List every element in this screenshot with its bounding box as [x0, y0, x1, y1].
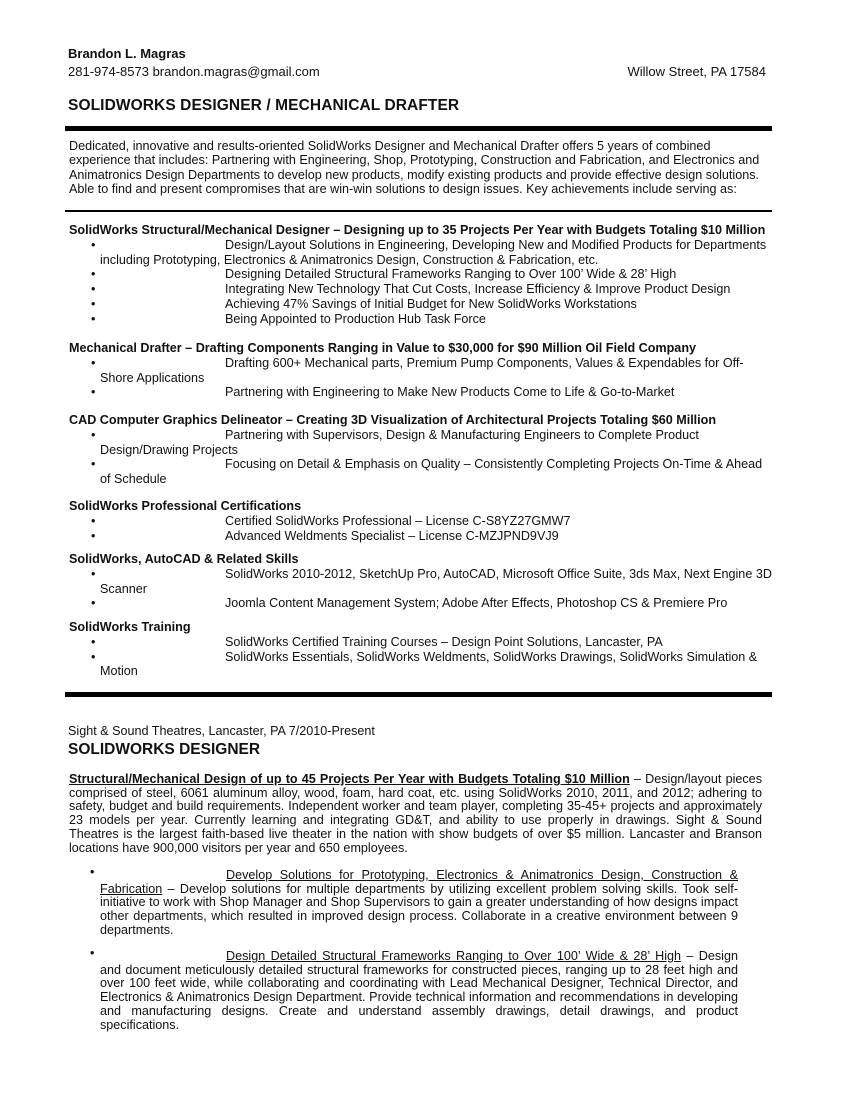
job-summary-text: – Design/layout pieces — [629, 772, 762, 786]
bullet: • — [91, 427, 96, 442]
summary-line: experience that includes: Partnering with Engineering, Shop, Prototyping, Construction and Fabrication, and Electronics and — [69, 153, 760, 168]
section-title: SolidWorks, AutoCAD & Related Skills — [69, 552, 299, 566]
job-summary-text: locations have 900,000 visitors per year and 650 employees. — [69, 840, 408, 855]
summary-line: Able to find and present compromises that are win-win solutions to design issues. Key achievements include serving as: — [69, 182, 737, 197]
job-summary-text: safety, budget and build requirements. Independent worker and team player, completing 35-45+ projects and approximately — [69, 799, 762, 814]
bullet: • — [90, 865, 95, 879]
achievement-text: departments. — [100, 922, 174, 937]
achievement-bullet — [90, 865, 738, 938]
summary-line: Animatronics Design Departments to develop new products, modify existing products and provide effective design solutions. — [69, 167, 759, 182]
item-text: Design/Layout Solutions in Engineering, Developing New and Modified Products for Departments — [225, 237, 767, 252]
list-item — [69, 238, 774, 268]
job-summary — [69, 773, 762, 855]
list-item — [69, 529, 774, 544]
item-text: SolidWorks Essentials, SolidWorks Weldments, SolidWorks Drawings, SolidWorks Simulation & — [225, 649, 758, 664]
address: Willow Street, PA 17584 — [627, 64, 766, 79]
list-item — [69, 267, 774, 282]
section-title: CAD Computer Graphics Delineator – Creating 3D Visualization of Architectural Projects Totaling $60 Million — [69, 413, 717, 427]
item-text: SolidWorks Certified Training Courses – Design Point Solutions, Lancaster, PA — [225, 634, 663, 649]
item-text: Being Appointed to Production Hub Task Force — [225, 311, 486, 326]
item-text: Partnering with Engineering to Make New Products Come to Life & Go-to-Market — [225, 385, 675, 400]
item-text-cont: Motion — [100, 664, 138, 679]
item-text: Certified SolidWorks Professional – License C-S8YZ27GMW7 — [225, 513, 571, 528]
list-item — [69, 567, 774, 597]
section-title: Mechanical Drafter – Drafting Components Ranging in Value to $30,000 for $90 Million Oil Field Company — [69, 341, 697, 355]
list-item — [69, 514, 774, 529]
employer: Sight & Sound Theatres, Lancaster, PA 7/2010-Present — [68, 724, 375, 738]
bullet: • — [91, 596, 96, 611]
list-item — [69, 457, 774, 487]
item-text-cont: Design/Drawing Projects — [100, 442, 238, 457]
bullet: • — [91, 513, 96, 528]
section-training — [69, 620, 774, 679]
job-title: SOLIDWORKS DESIGNER — [68, 741, 261, 758]
achievement-text: and manufacturing designs. Create and understand assembly drawings, detail drawings, and product — [100, 1003, 738, 1018]
bullet: • — [91, 311, 96, 326]
item-text: Joomla Content Management System; Adobe After Effects, Photoshop CS & Premiere Pro — [225, 596, 728, 611]
section-skills — [69, 552, 774, 611]
item-text: Designing Detailed Structural Frameworks Ranging to Over 100’ Wide & 28’ High — [225, 267, 677, 282]
divider-thick — [65, 692, 772, 697]
list-item — [69, 635, 774, 650]
item-text: Achieving 47% Savings of Initial Budget for New SolidWorks Workstations — [225, 296, 637, 311]
job-summary-text: comprised of steel, 6061 aluminum alloy, wood, foam, hard coat, etc. using SolidWorks 2010, 2011, and 2012; adhering to — [69, 785, 762, 800]
bullet: • — [91, 649, 96, 664]
bullet: • — [91, 296, 96, 311]
list-item — [69, 356, 774, 386]
headline: SOLIDWORKS DESIGNER / MECHANICAL DRAFTER — [68, 97, 460, 114]
item-text: Drafting 600+ Mechanical parts, Premium Pump Components, Values & Expendables for Off- — [225, 355, 744, 370]
divider-thick — [65, 126, 772, 131]
bullet: • — [91, 566, 96, 581]
list-item — [69, 282, 774, 297]
achievement-text: – Design — [681, 949, 738, 963]
list-item — [69, 428, 774, 458]
achievement-text: over 100 feet wide, while collaborating and coordinating with Lead Mechanical Designer, Technical Director, and — [100, 976, 738, 991]
section-title: SolidWorks Structural/Mechanical Designer – Designing up to 35 Projects Per Year with Budgets Totaling $10 Million — [69, 223, 766, 237]
achievement-text: – Develop solutions for multiple departments by utilizing excellent problem solving skills. Took self- — [162, 881, 738, 896]
bullet: • — [91, 634, 96, 649]
item-text: Focusing on Detail & Emphasis on Quality – Consistently Completing Projects On-Time & Ahead — [225, 457, 763, 472]
bullet: • — [91, 457, 96, 472]
item-text-cont: Scanner — [100, 581, 147, 596]
item-text: SolidWorks 2010-2012, SketchUp Pro, AutoCAD, Microsoft Office Suite, 3ds Max, Next Engine 3D — [225, 566, 772, 581]
bullet: • — [91, 528, 96, 543]
item-text-cont: Shore Applications — [100, 370, 205, 385]
item-text: Advanced Weldments Specialist – License C-MZJPND9VJ9 — [225, 528, 559, 543]
bullet: • — [91, 355, 96, 370]
achievement-lead: Fabrication — [100, 881, 163, 896]
section-mechanical-drafter — [69, 341, 774, 400]
item-text-cont: of Schedule — [100, 472, 167, 487]
job-summary-text: 23 models per year. Currently learning and integrating GD&T, and ability to use properly in drawings. Sight & Sound — [69, 813, 762, 828]
achievement-lead: Develop Solutions for Prototyping, Electronics & Animatronics Design, Construction & — [226, 868, 738, 882]
achievement-text: specifications. — [100, 1017, 180, 1032]
candidate-name: Brandon L. Magras — [68, 46, 186, 61]
section-cad-delineator — [69, 413, 774, 487]
bullet: • — [91, 385, 96, 400]
bullet: • — [91, 267, 96, 282]
bullet: • — [91, 237, 96, 252]
item-text: Partnering with Supervisors, Design & Manufacturing Engineers to Complete Product — [225, 427, 699, 442]
achievement-bullet — [90, 946, 738, 1032]
item-text: Integrating New Technology That Cut Costs, Increase Efficiency & Improve Product Design — [225, 282, 731, 297]
section-title: SolidWorks Professional Certifications — [69, 499, 302, 513]
item-text-cont: including Prototyping, Electronics & Animatronics Design, Construction & Fabrication, etc. — [100, 252, 599, 267]
bullet: • — [90, 946, 95, 960]
job-summary-text: Theatres is the largest faith-based live theater in the nation with show budgets of over $5 million. Lancaster and Branson — [69, 826, 762, 841]
achievement-lead: Design Detailed Structural Frameworks Ranging to Over 100’ Wide & 28’ High — [226, 949, 682, 963]
achievement-text: and document meticulously detailed structural frameworks for constructed pieces, ranging up to 28 feet high and — [100, 962, 738, 977]
section-certifications — [69, 499, 774, 543]
summary-line: Dedicated, innovative and results-oriented SolidWorks Designer and Mechanical Drafter offers 5 years of combined — [69, 139, 711, 153]
achievement-text: Electronics & Animatronics Design Department. Provide technical information and recommendations in developing — [100, 990, 738, 1005]
job-summary-lead: Structural/Mechanical Design of up to 45 Projects Per Year with Budgets Totaling $10 Million — [69, 772, 630, 786]
list-item — [69, 385, 774, 400]
section-title: SolidWorks Training — [69, 620, 191, 634]
bullet: • — [91, 282, 96, 297]
list-item — [69, 297, 774, 312]
contact-info: 281-974-8573 brandon.magras@gmail.com — [68, 64, 320, 79]
list-item — [69, 650, 774, 680]
achievement-text: initiative to work with Shop Manager and Shop Supervisors to gain a greater understanding of how designs impact — [100, 895, 738, 910]
list-item — [69, 596, 774, 611]
achievement-text: other departments, which resulted in improved design process. Collaborate in a creative environment between 9 — [100, 909, 738, 924]
list-item — [69, 312, 774, 327]
summary — [69, 139, 769, 197]
section-structural-designer — [69, 223, 774, 327]
divider-thin — [65, 210, 772, 212]
